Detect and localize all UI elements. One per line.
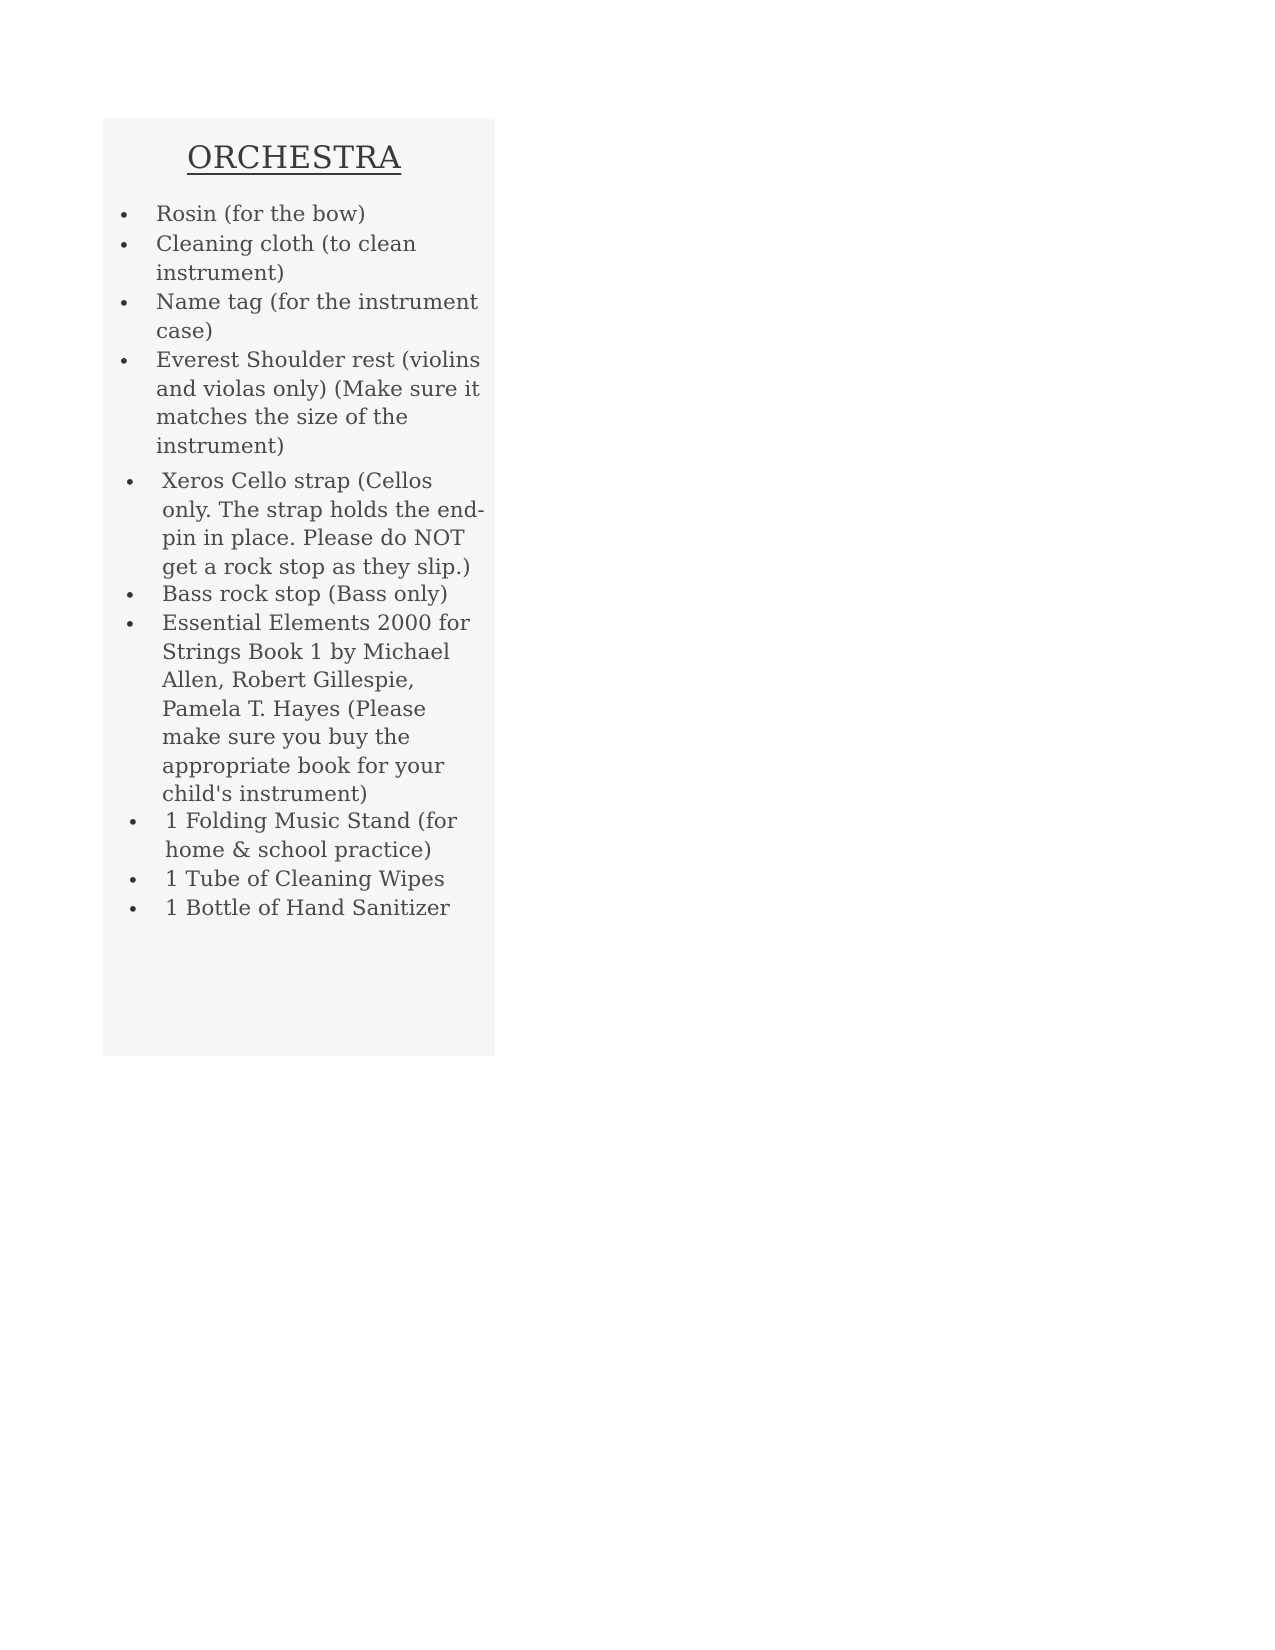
list-item (127, 808, 457, 865)
list-item-line: and violas only) (Make sure it (156, 376, 480, 402)
list-item-text (156, 289, 478, 346)
list-item-text (162, 610, 470, 810)
list-item-line: 1 Bottle of Hand Sanitizer (165, 896, 450, 921)
bullet-icon: • (124, 583, 136, 607)
list-item-line: 1 Tube of Cleaning Wipes (165, 867, 445, 892)
list-item-text (156, 201, 366, 230)
list-item-line: Xeros Cello strap (Cellos (162, 469, 433, 494)
list-item (118, 201, 366, 230)
list-item-text (165, 895, 450, 924)
list-item-line: case) (156, 318, 214, 344)
bullet-icon: • (124, 612, 136, 636)
list-item-line: only. The strap holds the end- (162, 497, 485, 523)
list-item-text (156, 231, 416, 288)
list-item-line: Allen, Robert Gillespie, (162, 668, 415, 693)
list-item-line: Essential Elements 2000 for (162, 611, 470, 636)
bullet-icon: • (118, 203, 130, 227)
list-item-line: 1 Folding Music Stand (for (165, 809, 458, 834)
list-item-line: Pamela T. Hayes (Please (162, 696, 427, 722)
list-item-line: Cleaning cloth (to clean (156, 232, 417, 257)
list-item (118, 347, 480, 461)
list-item (127, 866, 445, 895)
list-item-line: instrument) (156, 433, 285, 459)
list-item (118, 289, 478, 346)
list-item-line: Everest Shoulder rest (violins (156, 348, 481, 373)
list-item (124, 610, 470, 810)
bullet-icon: • (127, 810, 139, 834)
list-item-text (156, 347, 480, 461)
list-item (124, 468, 485, 582)
list-item-text (165, 808, 457, 865)
list-item-line: make sure you buy the (162, 725, 411, 750)
list-item (124, 581, 448, 610)
list-item-line: get a rock stop as they slip.) (162, 554, 471, 580)
list-item (127, 895, 450, 924)
list-item-line: home & school practice) (165, 837, 432, 863)
list-item-line: Bass rock stop (Bass only) (162, 582, 448, 607)
bullet-icon: • (127, 897, 139, 921)
bullet-icon: • (124, 470, 136, 494)
list-item-text (162, 468, 485, 582)
list-item-line: child's instrument) (162, 782, 368, 807)
list-item-line: Name tag (for the instrument (156, 290, 479, 315)
bullet-icon: • (118, 349, 130, 373)
list-item-line: appropriate book for your (162, 753, 445, 779)
bullet-icon: • (118, 233, 130, 257)
bullet-icon: • (118, 291, 130, 315)
list-item-line: instrument) (156, 260, 285, 286)
list-item-line: Rosin (for the bow) (156, 202, 366, 227)
list-item-line: matches the size of the (156, 405, 409, 430)
list-item (118, 231, 416, 288)
page-title: ORCHESTRA (187, 140, 402, 176)
list-item-line: Strings Book 1 by Michael (162, 639, 451, 665)
bullet-icon: • (127, 868, 139, 892)
list-item-line: pin in place. Please do NOT (162, 526, 465, 551)
list-item-text (162, 581, 448, 610)
list-item-text (165, 866, 445, 895)
